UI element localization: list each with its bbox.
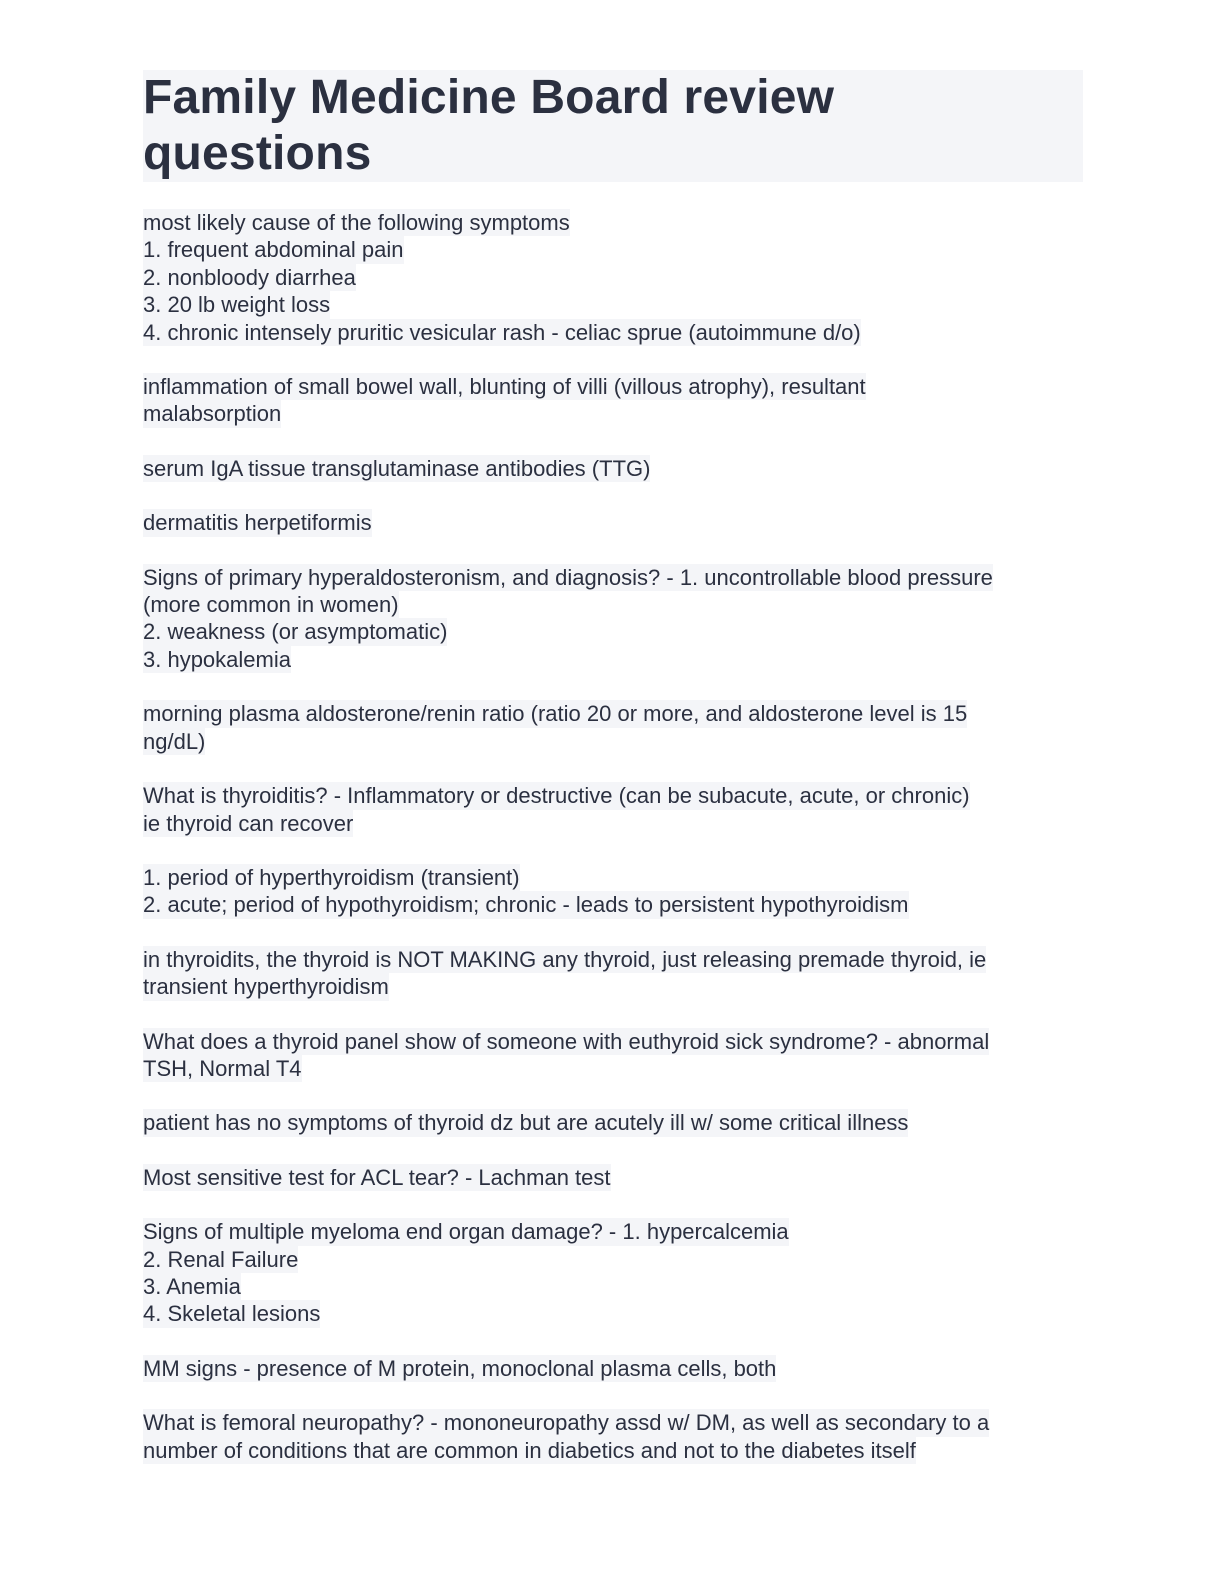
qa-block (143, 455, 1083, 482)
document-page (143, 70, 1083, 1491)
qa-block (143, 946, 1083, 1001)
text-line: 3. Anemia (143, 1273, 241, 1299)
text-line: Signs of primary hyperaldosteronism, and diagnosis? - 1. uncontrollable blood pressure (143, 564, 993, 590)
qa-block (143, 373, 1083, 428)
text-line: Signs of multiple myeloma end organ damage? - 1. hypercalcemia (143, 1219, 789, 1245)
document-title: Family Medicine Board review questions (143, 70, 1083, 182)
text-line: 3. hypokalemia (143, 646, 291, 672)
text-line: in thyroidits, the thyroid is NOT MAKING any thyroid, just releasing premade thyroid, ie (143, 946, 987, 972)
qa-block (143, 782, 1083, 837)
qa-block (143, 1355, 1083, 1382)
text-line: ng/dL) (143, 728, 206, 754)
text-line: transient hyperthyroidism (143, 974, 389, 1000)
qa-block (143, 209, 1083, 346)
text-line: 1. frequent abdominal pain (143, 237, 404, 263)
text-line: TSH, Normal T4 (143, 1055, 302, 1081)
text-line: patient has no symptoms of thyroid dz but are acutely ill w/ some critical illness (143, 1110, 909, 1136)
text-line: 4. chronic intensely pruritic vesicular rash - celiac sprue (autoimmune d/o) (143, 319, 861, 345)
qa-block (143, 1218, 1083, 1328)
text-line: 3. 20 lb weight loss (143, 292, 331, 318)
text-line: morning plasma aldosterone/renin ratio (ratio 20 or more, and aldosterone level is 15 (143, 701, 968, 727)
qa-block (143, 1164, 1083, 1191)
text-line: 2. nonbloody diarrhea (143, 264, 356, 290)
text-line: MM signs - presence of M protein, monoclonal plasma cells, both (143, 1355, 777, 1381)
text-line: malabsorption (143, 401, 282, 427)
text-line: 2. acute; period of hypothyroidism; chronic - leads to persistent hypothyroidism (143, 892, 909, 918)
text-line: What is thyroiditis? - Inflammatory or destructive (can be subacute, acute, or chronic) (143, 783, 970, 809)
text-line: 4. Skeletal lesions (143, 1301, 321, 1327)
text-line: ie thyroid can recover (143, 810, 354, 836)
text-line: dermatitis herpetiformis (143, 510, 372, 536)
document-body (143, 209, 1083, 1464)
qa-block (143, 1028, 1083, 1083)
text-line: number of conditions that are common in diabetics and not to the diabetes itself (143, 1437, 916, 1463)
text-line: 1. period of hyperthyroidism (transient) (143, 864, 520, 890)
text-line: inflammation of small bowel wall, blunting of villi (villous atrophy), resultant (143, 374, 866, 400)
text-line: (more common in women) (143, 592, 399, 618)
qa-block (143, 564, 1083, 674)
text-line: What is femoral neuropathy? - mononeuropathy assd w/ DM, as well as secondary to a (143, 1410, 990, 1436)
text-line: Most sensitive test for ACL tear? - Lachman test (143, 1164, 611, 1190)
text-line: 2. weakness (or asymptomatic) (143, 619, 448, 645)
qa-block (143, 1409, 1083, 1464)
text-line: serum IgA tissue transglutaminase antibodies (TTG) (143, 455, 651, 481)
qa-block (143, 509, 1083, 536)
text-line: most likely cause of the following symptoms (143, 210, 570, 235)
text-line: 2. Renal Failure (143, 1246, 299, 1272)
qa-block (143, 1109, 1083, 1136)
qa-block (143, 700, 1083, 755)
qa-block (143, 864, 1083, 919)
text-line: What does a thyroid panel show of someone with euthyroid sick syndrome? - abnormal (143, 1028, 990, 1054)
